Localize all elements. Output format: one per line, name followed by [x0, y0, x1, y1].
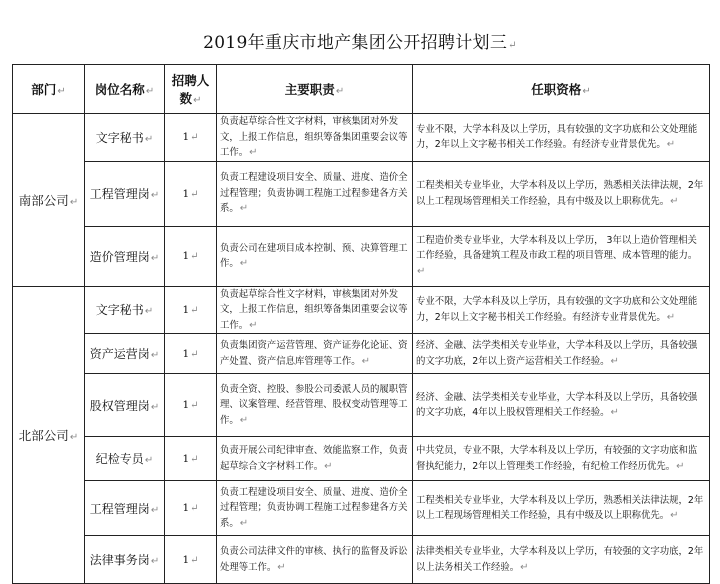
- position-cell: 工程管理岗↵: [85, 481, 165, 536]
- count-cell: 1↵: [165, 374, 217, 437]
- table-row: [13, 226, 710, 286]
- duties-cell: 负责集团资产运营管理、资产证券化论证、资产处置、资产信息库管理等工作。↵: [217, 334, 413, 374]
- header-position: 岗位名称↵: [85, 65, 165, 114]
- position-cell: 工程管理岗↵: [85, 161, 165, 226]
- count-cell: 1↵: [165, 161, 217, 226]
- table-row: [13, 334, 710, 374]
- position-cell: 法律事务岗↵: [85, 536, 165, 584]
- header-requirements: 任职资格↵: [413, 65, 710, 114]
- requirements-cell: 工程造价类专业毕业，大学本科及以上学历， 3年以上造价管理相关工作经验，具备建筑工程及市政工程的项目管理、成本管理的能力。↵: [413, 226, 710, 286]
- dept-cell-south: 南部公司↵: [13, 114, 85, 287]
- position-cell: 股权管理岗↵: [85, 374, 165, 437]
- table-row: [13, 536, 710, 584]
- requirements-cell: 中共党员，专业不限，大学本科及以上学历，有较强的文字功底和监督执纪能力，2年以上管理类工作经验，有纪检工作经历优先。↵: [413, 437, 710, 481]
- requirements-cell: 经济、金融、法学类相关专业毕业，大学本科及以上学历，具备较强的文字功底，4年以上股权管理相关工作经验。↵: [413, 374, 710, 437]
- duties-cell: 负责工程建设项目安全、质量、进度、造价全过程管理；负责协调工程施工过程参建各方关系。↵: [217, 161, 413, 226]
- duties-cell: 负责公司在建项目成本控制、预、决算管理工作。↵: [217, 226, 413, 286]
- count-cell: 1↵: [165, 286, 217, 334]
- duties-cell: 负责公司法律文件的审核、执行的监督及诉讼处理等工作。↵: [217, 536, 413, 584]
- header-dept: 部门↵: [13, 65, 85, 114]
- requirements-cell: 法律类相关专业毕业，大学本科及以上学历，有较强的文字功底，2年以上法务相关工作经验。↵: [413, 536, 710, 584]
- document-title: [0, 32, 720, 57]
- duties-cell: 负责开展公司纪律审查、效能监察工作，负责起草综合文字材料工作。↵: [217, 437, 413, 481]
- table-row: [13, 286, 710, 334]
- position-cell: 资产运营岗↵: [85, 334, 165, 374]
- duties-cell: 负责全资、控股、参股公司委派人员的履职管理、议案管理、经营管理、股权变动管理等工作。↵: [217, 374, 413, 437]
- duties-cell: 负责工程建设项目安全、质量、进度、造价全过程管理；负责协调工程施工过程参建各方关系。↵: [217, 481, 413, 536]
- duties-cell: 负责起草综合性文字材料，审核集团对外发文，上报工作信息，组织筹备集团重要会议等工作。↵: [217, 286, 413, 334]
- count-cell: 1↵: [165, 334, 217, 374]
- header-count: 招聘人数↵: [165, 65, 217, 114]
- count-cell: 1↵: [165, 437, 217, 481]
- table-header-row: [13, 65, 710, 114]
- position-cell: 文字秘书↵: [85, 114, 165, 162]
- dept-cell-north: 北部公司↵: [13, 286, 85, 584]
- table-row: [13, 114, 710, 162]
- position-cell: 纪检专员↵: [85, 437, 165, 481]
- recruitment-table: [12, 64, 710, 584]
- duties-cell: 负责起草综合性文字材料，审核集团对外发文，上报工作信息，组织筹备集团重要会议等工作。↵: [217, 114, 413, 162]
- count-cell: 1↵: [165, 536, 217, 584]
- count-cell: 1↵: [165, 481, 217, 536]
- paragraph-mark: ↵: [508, 40, 517, 51]
- table-row: [13, 161, 710, 226]
- requirements-cell: 工程类相关专业毕业，大学本科及以上学历，熟悉相关法律法规，2年以上工程现场管理相关工作经验，具有中级及以上职称优先。↵: [413, 161, 710, 226]
- requirements-cell: 专业不限，大学本科及以上学历，具有较强的文字功底和公文处理能力，2年以上文字秘书相关工作经验。有经济专业背景优先。↵: [413, 114, 710, 162]
- count-cell: 1↵: [165, 114, 217, 162]
- requirements-cell: 专业不限，大学本科及以上学历，具有较强的文字功底和公文处理能力，2年以上文字秘书相关工作经验。有经济专业背景优先。↵: [413, 286, 710, 334]
- table-row: [13, 437, 710, 481]
- position-cell: 造价管理岗↵: [85, 226, 165, 286]
- header-duties: 主要职责↵: [217, 65, 413, 114]
- requirements-cell: 经济、金融、法学类相关专业毕业，大学本科及以上学历，具备较强的文字功底，2年以上资产运营相关工作经验。↵: [413, 334, 710, 374]
- table-row: [13, 481, 710, 536]
- count-cell: 1↵: [165, 226, 217, 286]
- position-cell: 文字秘书↵: [85, 286, 165, 334]
- requirements-cell: 工程类相关专业毕业，大学本科及以上学历，熟悉相关法律法规，2年以上工程现场管理相关工作经验，具有中级及以上职称优先。↵: [413, 481, 710, 536]
- document-title-text: 2019年重庆市地产集团公开招聘计划三: [203, 33, 508, 53]
- table-row: [13, 374, 710, 437]
